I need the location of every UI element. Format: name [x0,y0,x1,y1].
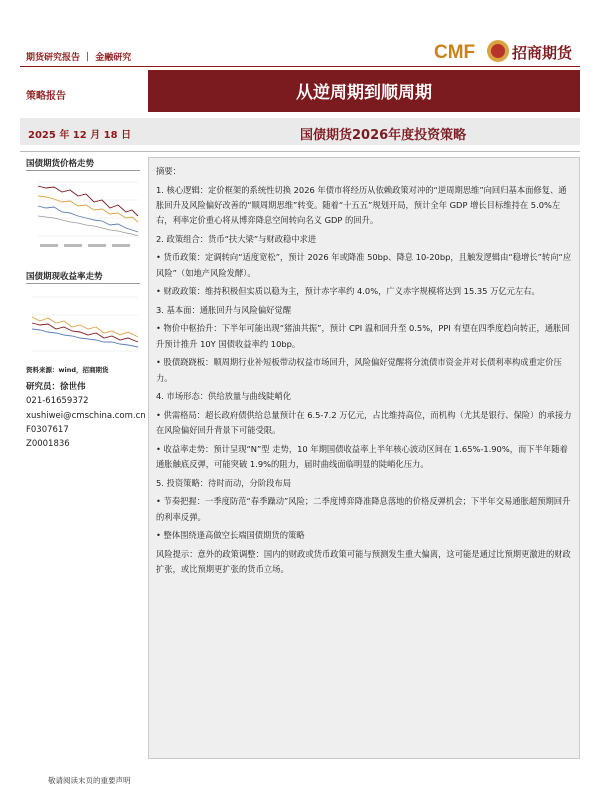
logo-company-text: 招商期货 [512,44,573,62]
yield-trend-paragraph: • 收益率走势：预计呈现“N”型 走势，10 年期国债收益率上半年核心波动区间在 1.65%-1.90%，而下半年随着通胀触底反弹，可能突破 1.9%的阻力，届时曲线面临明显的陡峭化压力。 [156,443,568,470]
risk-warning-paragraph: 风险提示：意外的政策调整：国内的财政或货币政策可能与预测发生重大偏离，这可能是通过比预期更激进的财政扩张，或比预期更扩张的货币立场。 [156,548,571,574]
chart1-title: 国债期货价格走势 [26,159,95,169]
futures-price-chart [26,172,142,256]
abstract-label: 摘要： [156,166,181,176]
core-logic-paragraph: 1. 核心逻辑：定价框架的系统性切换 2026 年债市将经历从依赖政策对冲的“逆周期思维”向回归基本面修复、通胀回升及风险偏好改善的“顺周期思维”转变。随着“十五五”规划开局，预计全年 GDP 增长目标维持在 5.0%左右，利率定价重心将从博弈降息空间转向名义 GDP 的回升。 [156,184,567,226]
chart2-title: 国债期现收益率走势 [26,272,103,282]
chart2-rule [26,283,140,284]
market-heading: 4. 市场形态：供给放量与曲线陡峭化 [156,391,292,402]
abstract-content [156,164,572,577]
analyst-phone: 021-61659372 [26,396,89,406]
footer-disclaimer: 敬请阅读末页的重要声明 [48,776,131,785]
report-date: 2025 年 12 月 18 日 [28,130,132,141]
overall-strategy-paragraph: • 整体围绕逢高做空长端国债期货的策略 [156,530,305,541]
stock-bond-paragraph: • 股债跷跷板：顺周期行业补短板带动权益市场回升，风险偏好觉醒将分流债市资金并对长债利率构成重定价压力。 [156,357,562,383]
report-type-label: 策略报告 [26,91,66,102]
band-rule [20,151,580,152]
report-title: 国债期货2026年度投资策略 [300,128,467,143]
logo-cmf-text: CMF [434,42,476,63]
company-logo [432,38,592,64]
yield-chart [26,285,142,365]
policy-heading: 2. 政策组合：货币“扶大梁”与财政稳中求进 [156,233,317,244]
banner-title: 从逆周期到顺周期 [296,83,432,103]
analyst-name: 研究员：徐世伟 [26,382,86,392]
certificate-1: F0307617 [26,425,69,435]
fiscal-policy-paragraph: • 财政政策：维持积极但实质以稳为主，预计赤字率约 4.0%，广义赤字规模将达到 15.35 万亿元左右。 [156,286,540,297]
source-note: 资料来源：wind，招商期货 [26,366,109,374]
analyst-email[interactable]: xushiwei@cmschina.com.cn [26,411,146,421]
certificate-2: Z0001836 [26,439,70,449]
report-category: 期货研究报告 ｜ 金融研究 [26,53,132,63]
header-rule [20,66,580,67]
inflation-paragraph: • 物价中枢抬升：下半年可能出现“猪油共振”，预计 CPI 温和回升至 0.5%，PPI 有望在四季度趋向转正，通胀回升预计推升 10Y 国债收益率约 10bp。 [156,323,570,349]
monetary-policy-paragraph: • 货币政策：定调转向“适度宽松”，预计 2026 年或降准 50bp、降息 10-20bp，且触发逻辑由“稳增长”转向“应风险”（如地产风险发酵）。 [156,252,572,278]
chart1-rule [26,170,140,171]
supply-demand-paragraph: • 供需格局：超长政府债供给总量预计在 6.5-7.2 万亿元，占比维持高位，而机构（尤其是银行、保险）的承接力在风险偏好回升背景下可能受限。 [156,409,572,436]
fundamentals-heading: 3. 基本面：通胀回升与风险偏好觉醒 [156,304,292,315]
rhythm-paragraph: • 节奏把握：一季度防范“春季躁动”风险；二季度博弈降准降息落地的价格反弹机会；下半年交易通胀超预期回升的利率反弹。 [156,496,571,522]
strategy-heading: 5. 投资策略：待时而动，分阶段布局 [156,477,292,488]
